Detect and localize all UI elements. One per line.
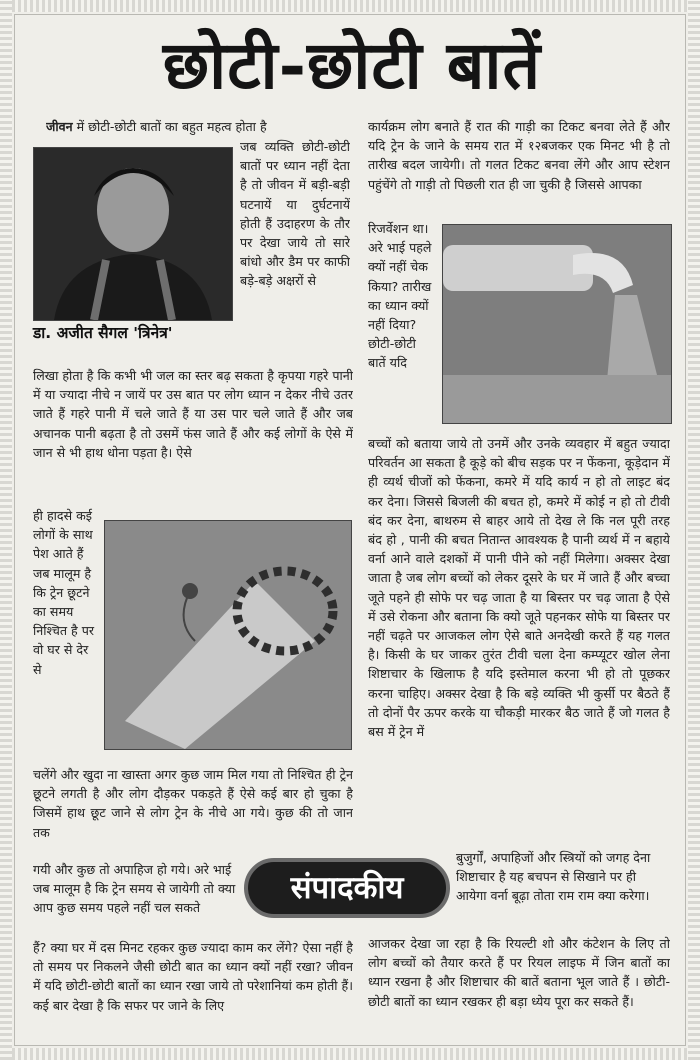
col2-end: आजकर देखा जा रहा है कि रियल्टी शो और कंटेशन के लिए तो लोग बच्चों को तैयार करते हैं पर रियल लाइफ में जिन बातों का ध्यान रखना है और शिष्टाचार की बातें बताना भूल जाते हैं । छोटी-छोटी बातों का ध्यान रखकर ही बड़ा ध्येय पूरा कर सकते हैं। — [368, 936, 670, 1009]
intro-text: में छोटी-छोटी बातों का बहुत महत्व होता है — [76, 119, 267, 134]
col2-beside-badge: बुजुर्गों, अपाहिजों और स्त्रियों को जगह देना शिष्टाचार है यह बचपन से सिखाने पर ही आयेगा वर्ना बूढ़ा तोता राम राम क्या करेगा। — [456, 850, 651, 904]
col1-beside-photo: जब व्यक्ति छोटी-छोटी बातों पर ध्यान नहीं देता है तो जीवन में बड़ी-बड़ी घटनायें या दुर्घटनायें होती हैं उदाहरण के तौर पर देखा जाये तो सारे बांधो और डैम पर काफी बड़े-बड़े अक्षरों से — [240, 139, 350, 289]
tap-photo — [442, 224, 672, 424]
col1-body: लिखा होता है कि कभी भी जल का स्तर बढ़ सकता है कृपया गहरे पानी में या ज्यादा नीचे न जायें पर उस बात पर लोग ध्यान न देकर नीचे उतर जाते हैं गहरे पानी में चले जाते हैं या उस पार चले जाते हैं और जब अचानक पानी बढ़ता है तो उसमें फंस जाते हैं और कई लोगों के ऐसे में जान से भी हाथ धोना पड़ता है। ऐसे — [33, 368, 353, 460]
left-border — [0, 0, 12, 1060]
editorial-badge: संपादकीय — [244, 858, 450, 918]
water-tap-icon — [443, 225, 671, 423]
glass-icon — [105, 521, 351, 749]
col2-beside-tap: रिजर्वेशन था। अरे भाई पहले क्यों नहीं चेक किया? तारीख का ध्यान क्यों नहीं दिया? छोटी-छोटी बातें यदि — [368, 221, 432, 371]
intro-word: जीवन — [46, 119, 73, 134]
portrait-icon — [34, 148, 232, 320]
author-portrait — [33, 147, 233, 321]
headline: छोटी-छोटी बातें — [162, 26, 542, 104]
right-border — [688, 0, 700, 1060]
col2-top: कार्यक्रम लोग बनाते हैं रात की गाड़ी का टिकट बनवा लेते हैं और यदि ट्रेन के जाने के समय रात में १२बजकर एक मिनट भी है तो तारीख बदल जायेगी। तो गलत टिकट बनवा लेंगे और आप स्टेशन पहुंचेंगे तो गाड़ी तो पिछली रात ही जा चुकी है जिससे आपका — [368, 119, 670, 192]
col1-beside-glass: ही हादसे कई लोगों के साथ पेश आते हैं जब मालूम है कि ट्रेन छूटने का समय निश्चित है पर वो घर से देर से — [33, 508, 95, 677]
col1-after-glass: चलेंगे और खुदा ना खास्ता अगर कुछ जाम मिल गया तो निश्चित ही ट्रेन छूटने लगती है और लोग दौड़कर पकड़ते हैं ऐसे कई बार हो चुका है जिसमें हाथ छूट जाने से लोग ट्रेन के नीचे आ गये। कुछ की तो जान तक — [33, 767, 353, 840]
col1-end: हैं? क्या घर में दस मिनट रहकर कुछ ज्यादा काम कर लेंगे? ऐसा नहीं है तो समय पर निकलने जैसी छोटी बात का ध्यान क्यों नहीं रखा? जीवन में यदि छोटी-छोटी बातों का ध्यान रखा जाये तो परेशानियां कम होती हैं।कई बार देखा है कि सफर पर जाने के लिए — [33, 940, 353, 1013]
glass-photo — [104, 520, 352, 750]
col1-beside-badge: गयी और कुछ तो अपाहिज हो गये। अरे भाई जब मालूम है कि ट्रेन समय से जायेगी तो क्या आप कुछ समय पहले नहीं चल सकते — [33, 862, 236, 916]
author-caption: डा. अजीत सैगल 'त्रिनेत्र' — [33, 324, 173, 342]
bottom-border — [0, 1048, 700, 1060]
col2-middle: बच्चों को बताया जाये तो उनमें और उनके व्यवहार में बहुत ज्यादा परिवर्तन आ सकता है कूड़े को बीच सड़क पर न फेंकना, कूड़ेदान में ही व्यर्थ चीजों को फेंकना, कमरे में यदि कार्य न हो तो लाइट बंद कर देना। जिससे बिजली की बचत हो, कमरे में कोई न हो तो टीवी बंद कर देना, बाथरुम से बाहर आये तो देख ले कि नल पूरी तरह बंद हो , पानी की बचत नितान्त आवश्यक है पानी व्यर्थ में न बहाये वर्ना आने वाले दशकों में पानी पीने को नहीं मिलेगा। अक्सर देखा जाता है जब लोग बच्चों को लेकर दूसरे के घर में जाते हैं और बच्चा जूते पहने ही सोफे पर चढ़ जाता है या बिस्तर पर चढ़ जाता है ऐसे में उसे रोकना और बताना कि क्यो जूते पहनकर सोफे या बिस्तर पर नहीं चढ़ते पर आजकल लोग ऐसे बाते अनदेखी करते हैं यह गलत है। किसी के घर जाकर तुरंत टीवी चला देना कम्प्यूटर खोल लेना शिष्टाचार के खिलाफ है यदि इस्तेमाल करना भी हो तो पूछकर करना चाहिए। अक्सर देखा है कि बड़े व्यक्ति भी कुर्सी पर बैठते हैं तो दोनों पैर ऊपर करके या चौकड़ी मारकर बैठ जाते हैं जो गलत है बस में ट्रेन में — [368, 436, 670, 740]
top-border — [0, 0, 700, 12]
